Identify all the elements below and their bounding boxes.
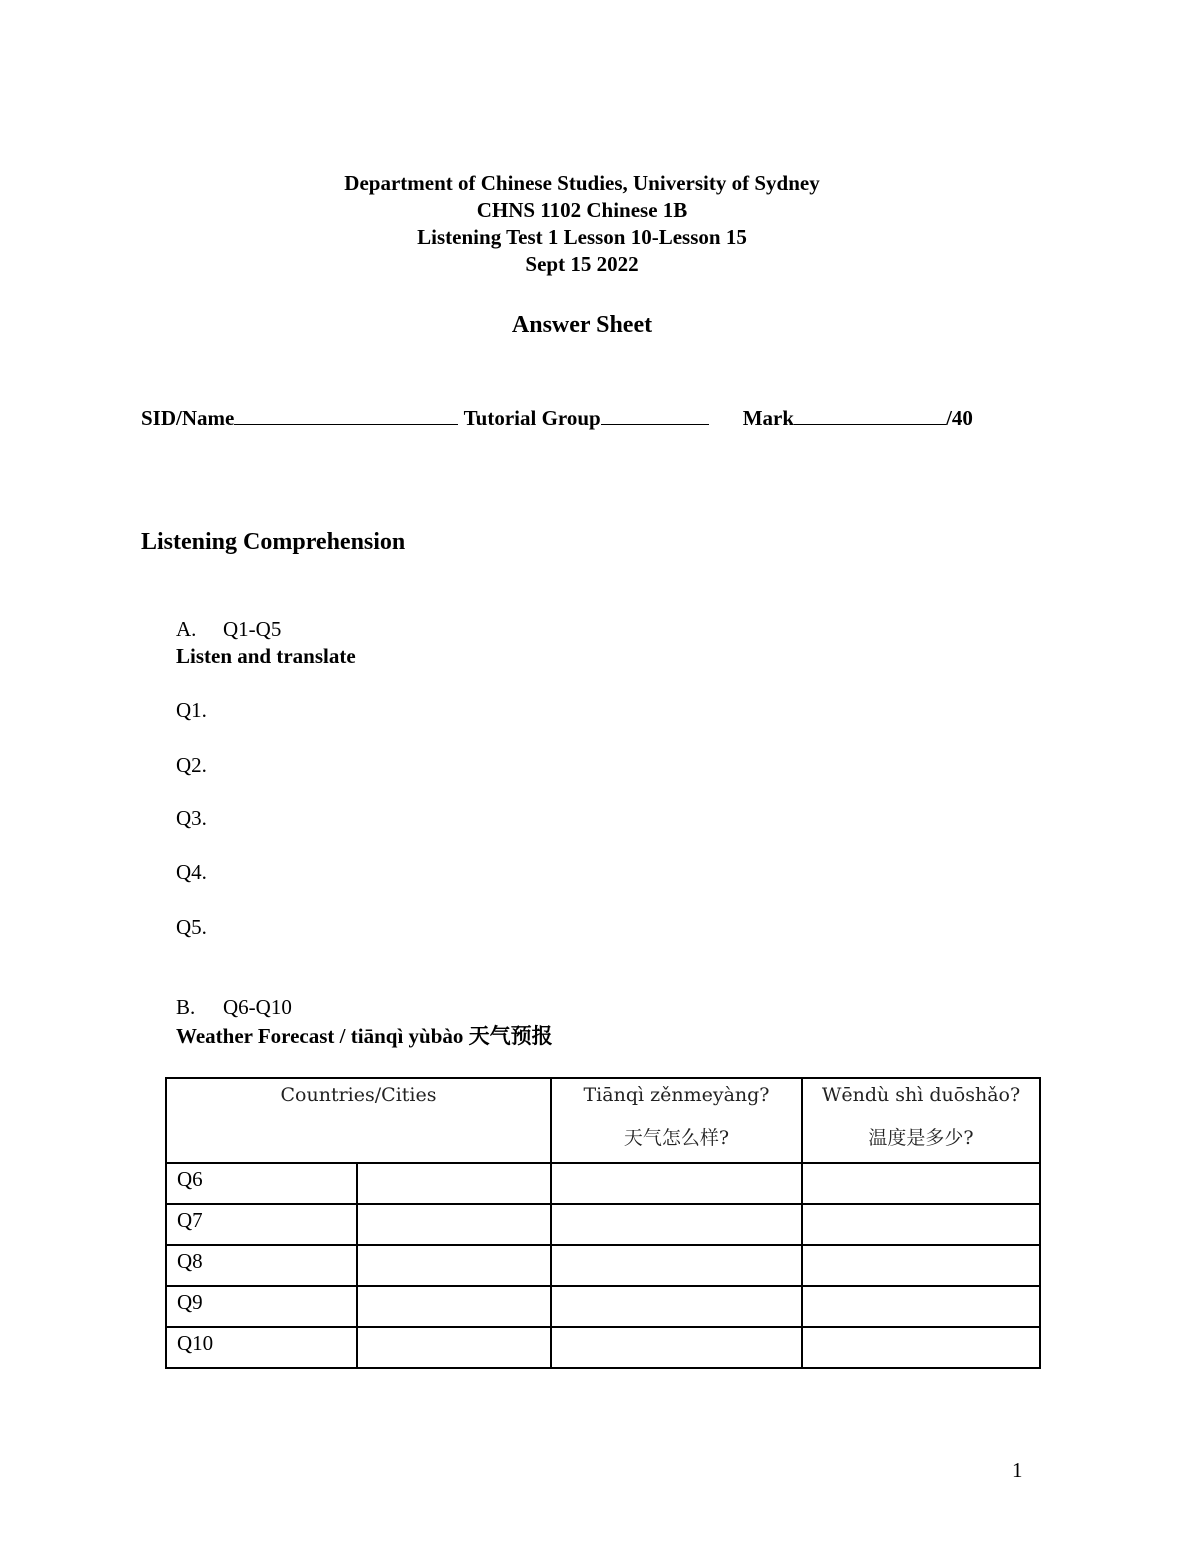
answer-cell-temperature[interactable] — [802, 1204, 1040, 1245]
table-row — [166, 1204, 1040, 1245]
answer-cell-country[interactable] — [357, 1245, 551, 1286]
answer-cell-temperature[interactable] — [802, 1327, 1040, 1368]
tutorial-group-label: Tutorial Group — [463, 406, 601, 430]
part-a-heading — [176, 616, 281, 643]
answer-cell-weather[interactable] — [551, 1327, 802, 1368]
answer-cell-country[interactable] — [357, 1286, 551, 1327]
row-label-q10: Q10 — [166, 1327, 357, 1368]
page-title: Answer Sheet — [511, 312, 653, 338]
row-label-q8: Q8 — [166, 1245, 357, 1286]
header-temperature — [802, 1078, 1040, 1163]
row-label-q7: Q7 — [166, 1204, 357, 1245]
part-a-letter: A. — [176, 617, 197, 641]
question-label-q5: Q5. — [176, 915, 207, 939]
part-a-range: Q1-Q5 — [223, 617, 282, 641]
answer-cell-weather[interactable] — [551, 1163, 802, 1204]
mark-label: Mark — [742, 406, 795, 430]
answer-cell-temperature[interactable] — [802, 1245, 1040, 1286]
table-header-row — [166, 1078, 1040, 1163]
answer-cell-temperature[interactable] — [802, 1286, 1040, 1327]
header-weather-chinese: 天气怎么样? — [623, 1127, 730, 1149]
section-heading: Listening Comprehension — [141, 529, 406, 555]
row-label-q9: Q9 — [166, 1286, 357, 1327]
part-a-instruction: Listen and translate — [176, 644, 356, 668]
test-date: Sept 15 2022 — [525, 252, 639, 276]
table-row — [166, 1245, 1040, 1286]
header-temperature-pinyin: Wēndù shì duōshǎo? — [821, 1084, 1021, 1106]
mark-total: /40 — [946, 406, 973, 430]
course-name: CHNS 1102 Chinese 1B — [476, 198, 688, 222]
page-number: 1 — [1012, 1458, 1023, 1482]
table-row — [166, 1286, 1040, 1327]
weather-forecast-table — [165, 1077, 1041, 1369]
header-countries-cities: Countries/Cities — [166, 1078, 551, 1163]
question-label-q3: Q3. — [176, 806, 207, 830]
mark-blank[interactable] — [794, 404, 946, 425]
part-b-heading — [176, 994, 292, 1021]
answer-cell-country[interactable] — [357, 1163, 551, 1204]
table-row — [166, 1163, 1040, 1204]
answer-cell-temperature[interactable] — [802, 1163, 1040, 1204]
department-name: Department of Chinese Studies, University of Sydney — [344, 171, 820, 195]
question-label-q4: Q4. — [176, 860, 207, 884]
row-label-q6: Q6 — [166, 1163, 357, 1204]
part-b-instruction: Weather Forecast / tiānqì yùbào 天气预报 — [176, 1024, 553, 1048]
part-b-letter: B. — [176, 995, 196, 1019]
answer-cell-weather[interactable] — [551, 1204, 802, 1245]
header-weather — [551, 1078, 802, 1163]
document-header — [0, 170, 1164, 278]
question-label-q1: Q1. — [176, 698, 207, 722]
answer-cell-country[interactable] — [357, 1204, 551, 1245]
header-weather-pinyin: Tiānqì zěnmeyàng? — [583, 1084, 770, 1106]
table-row — [166, 1327, 1040, 1368]
answer-cell-weather[interactable] — [551, 1286, 802, 1327]
part-b-range: Q6-Q10 — [223, 995, 292, 1019]
sid-name-label: SID/Name — [141, 406, 235, 430]
answer-cell-country[interactable] — [357, 1327, 551, 1368]
tutorial-group-blank[interactable] — [601, 404, 709, 425]
header-temperature-chinese: 温度是多少? — [868, 1127, 974, 1149]
test-name: Listening Test 1 Lesson 10-Lesson 15 — [417, 225, 747, 249]
answer-cell-weather[interactable] — [551, 1245, 802, 1286]
question-label-q2: Q2. — [176, 753, 207, 777]
student-info-row — [141, 404, 973, 432]
sid-name-blank[interactable] — [234, 404, 458, 425]
